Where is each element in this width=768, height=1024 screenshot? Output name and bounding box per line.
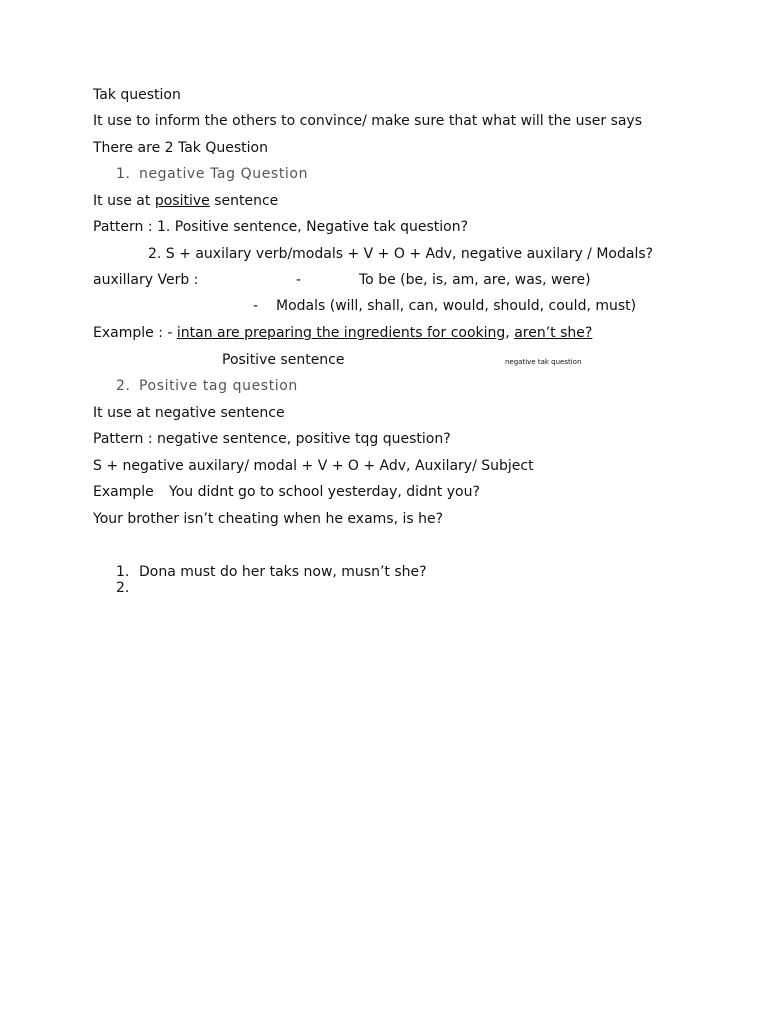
example-comma: , xyxy=(505,325,515,341)
section2-number: 2. xyxy=(116,378,131,394)
section2-example-label: Example xyxy=(93,484,154,500)
example-prefix: Example : - xyxy=(93,325,177,341)
list-item-number: 1. xyxy=(116,564,130,580)
use-keyword: positive xyxy=(154,193,210,209)
section1-example xyxy=(93,324,592,342)
section1-use-line xyxy=(93,192,278,210)
aux-item-1: To be (be, is, am, are, was, were) xyxy=(359,272,591,288)
example-tag: aren’t she? xyxy=(514,325,593,341)
section2-example-1: You didnt go to school yesterday, didnt you? xyxy=(169,484,480,500)
section1-number: 1. xyxy=(116,166,131,182)
aux-dash-2: - xyxy=(253,298,259,314)
aux-label: auxillary Verb : xyxy=(93,272,199,288)
count-line: There are 2 Tak Question xyxy=(93,140,268,156)
aux-item-2: Modals (will, shall, can, would, should, could, must) xyxy=(276,298,637,314)
section1-pattern1: Pattern : 1. Positive sentence, Negative tak question? xyxy=(93,219,468,235)
section1-heading: negative Tag Question xyxy=(139,166,309,182)
section2-pattern: Pattern : negative sentence, positive tqg question? xyxy=(93,431,451,447)
list-item: Dona must do her taks now, musn’t she? xyxy=(139,564,427,580)
label-negative-tag: negative tak question xyxy=(505,358,582,366)
section2-example-2: Your brother isn’t cheating when he exams, is he? xyxy=(93,511,444,527)
use-suffix: sentence xyxy=(209,193,279,209)
doc-title: Tak question xyxy=(93,87,181,103)
section1-pattern2: 2. S + auxilary verb/modals + V + O + Adv, negative auxilary / Modals? xyxy=(148,246,654,262)
aux-dash-1: - xyxy=(296,272,302,288)
section2-formula: S + negative auxilary/ modal + V + O + Adv, Auxilary/ Subject xyxy=(93,458,534,474)
list-item-number: 2. xyxy=(116,580,130,596)
section2-use: It use at negative sentence xyxy=(93,405,285,421)
intro-line: It use to inform the others to convince/ make sure that what will the user says xyxy=(93,113,643,129)
section2-heading: Positive tag question xyxy=(139,378,298,394)
use-prefix: It use at xyxy=(93,193,155,209)
example-sentence: intan are preparing the ingredients for cooking xyxy=(176,325,506,341)
label-positive-sentence: Positive sentence xyxy=(222,352,345,368)
